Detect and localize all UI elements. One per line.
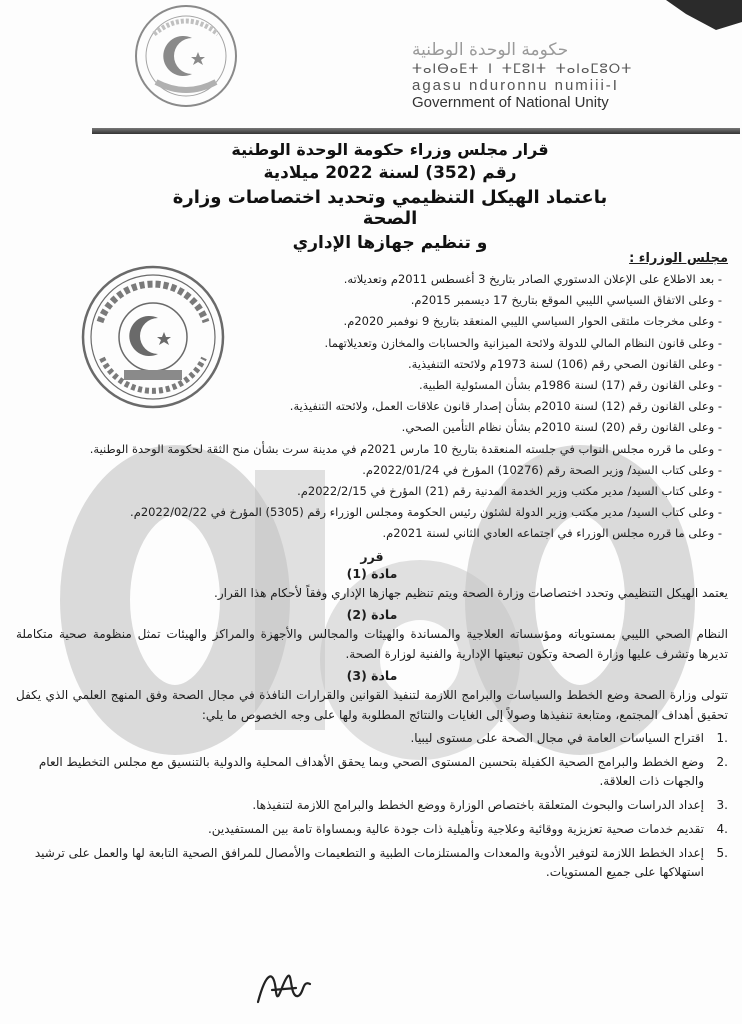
duty-item <box>16 820 728 839</box>
duty-number: .5 <box>716 845 728 860</box>
duty-number: .2 <box>716 754 728 769</box>
duty-number: .4 <box>716 821 728 836</box>
duty-item <box>16 753 728 791</box>
duty-number: .3 <box>716 797 728 812</box>
preamble-item: - وعلى القانون الصحي رقم (106) لسنة 1973م ولائحته التنفيذية. <box>16 354 728 375</box>
duty-text: تقديم خدمات صحية تعزيزية ووقائية وعلاجية وتأهيلية ذات جودة عالية وبمساواة تامة بين المستفيدين. <box>207 821 704 836</box>
duty-text: إعداد الدراسات والبحوث المتعلقة باختصاص الوزارة ووضع الخطط والبرامج اللازمة لتنفيذها. <box>252 797 704 812</box>
preamble-item: - بعد الاطلاع على الإعلان الدستوري الصادر بتاريخ 3 أغسطس 2011م وتعديلاته. <box>16 269 728 290</box>
duty-text: اقتراح السياسات العامة في مجال الصحة على مستوى ليبيا. <box>410 730 704 745</box>
government-name-tifinagh: ⵜⴰⵏⴱⴰⴹⵜ ⵏ ⵜⵎⵓⵏⵜ ⵜⴰⵏⴰⵎⵓⵔⵜ <box>412 62 633 77</box>
decree-body <box>16 251 728 887</box>
duty-text: وضع الخطط والبرامج الصحية الكفيلة بتحسين المستوى الصحي وبما يحقق الأهداف المحلية والدولية بالتنسيق مع مجلس التخطيط العام والجهات ذات العلاقة. <box>38 754 704 788</box>
council-label: مجلس الوزراء : <box>629 251 728 266</box>
government-name-arabic: حكومة الوحدة الوطنية <box>412 40 569 60</box>
preamble-item: - وعلى كتاب السيد/ وزير الصحة رقم (10276) المؤرخ في 2022/01/24م. <box>16 460 728 481</box>
government-name-amazigh-latin: agasu nduronnu numiii-I <box>412 77 619 94</box>
preamble-item: - وعلى قانون النظام المالي للدولة ولائحة الميزانية والحسابات والمخازن وتعديلاتهما. <box>16 333 728 354</box>
duty-text: إعداد الخطط اللازمة لتوفير الأدوية والمعدات والمستلزمات الطبية و التطعيمات والأمصال للمرافق الصحية التابعة لها والعمل على ترشيد استهلاكها على جميع المستويات. <box>34 845 704 879</box>
decree-subject-cont: و تنظيم جهازها الإداري <box>292 233 488 253</box>
decree-title-block <box>150 140 630 253</box>
decree-number: رقم (352) لسنة 2022 ميلادية <box>263 163 517 183</box>
preamble-item: - وعلى كتاب السيد/ مدير مكتب وزير الدولة لشئون رئيس الحكومة ومجلس الوزراء رقم (5305) المؤرخ في 2022/02/22م. <box>16 502 728 523</box>
duty-number: .1 <box>716 730 728 745</box>
preamble-item: - وعلى ما قرره مجلس الوزراء في اجتماعه العادي الثاني لسنة 2021م. <box>16 523 728 544</box>
decree-title-line-1: قرار مجلس وزراء حكومة الوحدة الوطنية <box>231 140 549 159</box>
duty-item <box>16 796 728 815</box>
government-name-block <box>412 40 712 111</box>
preamble-item: - وعلى القانون رقم (20) لسنة 2010م بشأن نظام التأمين الصحي. <box>16 417 728 438</box>
preamble-item: - وعلى كتاب السيد/ مدير مكتب وزير الخدمة المدنية رقم (21) المؤرخ في 2022/2/15م. <box>16 481 728 502</box>
preamble-item: - وعلى مخرجات ملتقى الحوار السياسي الليبي المنعقد بتاريخ 9 نوفمبر 2020م. <box>16 311 728 332</box>
signature-icon <box>252 962 322 1014</box>
preamble-list <box>16 269 728 545</box>
article-2-text: النظام الصحي الليبي بمستوياته ومؤسساته العلاجية والمساندة والهيئات والمجالس والأجهزة والمراكز والهيئات تمثل منظومة صحية متكاملة تديرها وتشرف عليها وزارة الصحة وتكون تبعيتها الإدارية والفنية لوزارة الصحة. <box>16 626 728 661</box>
article-1-text: يعتمد الهيكل التنظيمي وتحدد اختصاصات وزارة الصحة ويتم تنظيم جهازها الإداري وفقاً لأحكام هذا القرار. <box>214 585 728 600</box>
duty-item <box>16 729 728 748</box>
article-3-text: تتولى وزارة الصحة وضع الخطط والسياسات والبرامج اللازمة لتنفيذ القوانين والقرارات النافذة في مجال الصحة وفق المنهج العلمي الذي يكفل تحقيق أهداف المجتمع، ومتابعة تنفيذها وصولاً إلى الغايات والنتائج المطلوبة ولها على وجه الخصوص ما يلي: <box>16 687 728 722</box>
ministry-duties-list <box>16 729 728 882</box>
preamble-item: - وعلى القانون رقم (12) لسنة 2010م بشأن إصدار قانون علاقات العمل، ولائحته التنفيذية. <box>16 396 728 417</box>
preamble-item: - وعلى القانون رقم (17) لسنة 1986م بشأن المسئولية الطبية. <box>16 375 728 396</box>
letterhead <box>0 0 742 130</box>
preamble-item: - وعلى الاتفاق السياسي الليبي الموقع بتاريخ 17 ديسمبر 2015م. <box>16 290 728 311</box>
duty-item <box>16 844 728 882</box>
article-3-heading: مادة (3) <box>346 667 398 683</box>
header-divider <box>92 128 740 134</box>
article-2-heading: مادة (2) <box>346 606 398 622</box>
state-emblem-seal-icon <box>132 2 240 110</box>
decree-subject: باعتماد الهيكل التنظيمي وتحديد اختصاصات وزارة الصحة <box>172 187 608 229</box>
decided-heading: قرر <box>360 548 384 564</box>
government-name-english: Government of National Unity <box>412 94 609 111</box>
article-1-heading: مادة (1) <box>346 565 398 581</box>
preamble-item: - وعلى ما قرره مجلس النواب في جلسته المنعقدة بتاريخ 10 مارس 2021م في مدينة سرت بشأن منح الثقة لحكومة الوحدة الوطنية. <box>16 439 728 460</box>
